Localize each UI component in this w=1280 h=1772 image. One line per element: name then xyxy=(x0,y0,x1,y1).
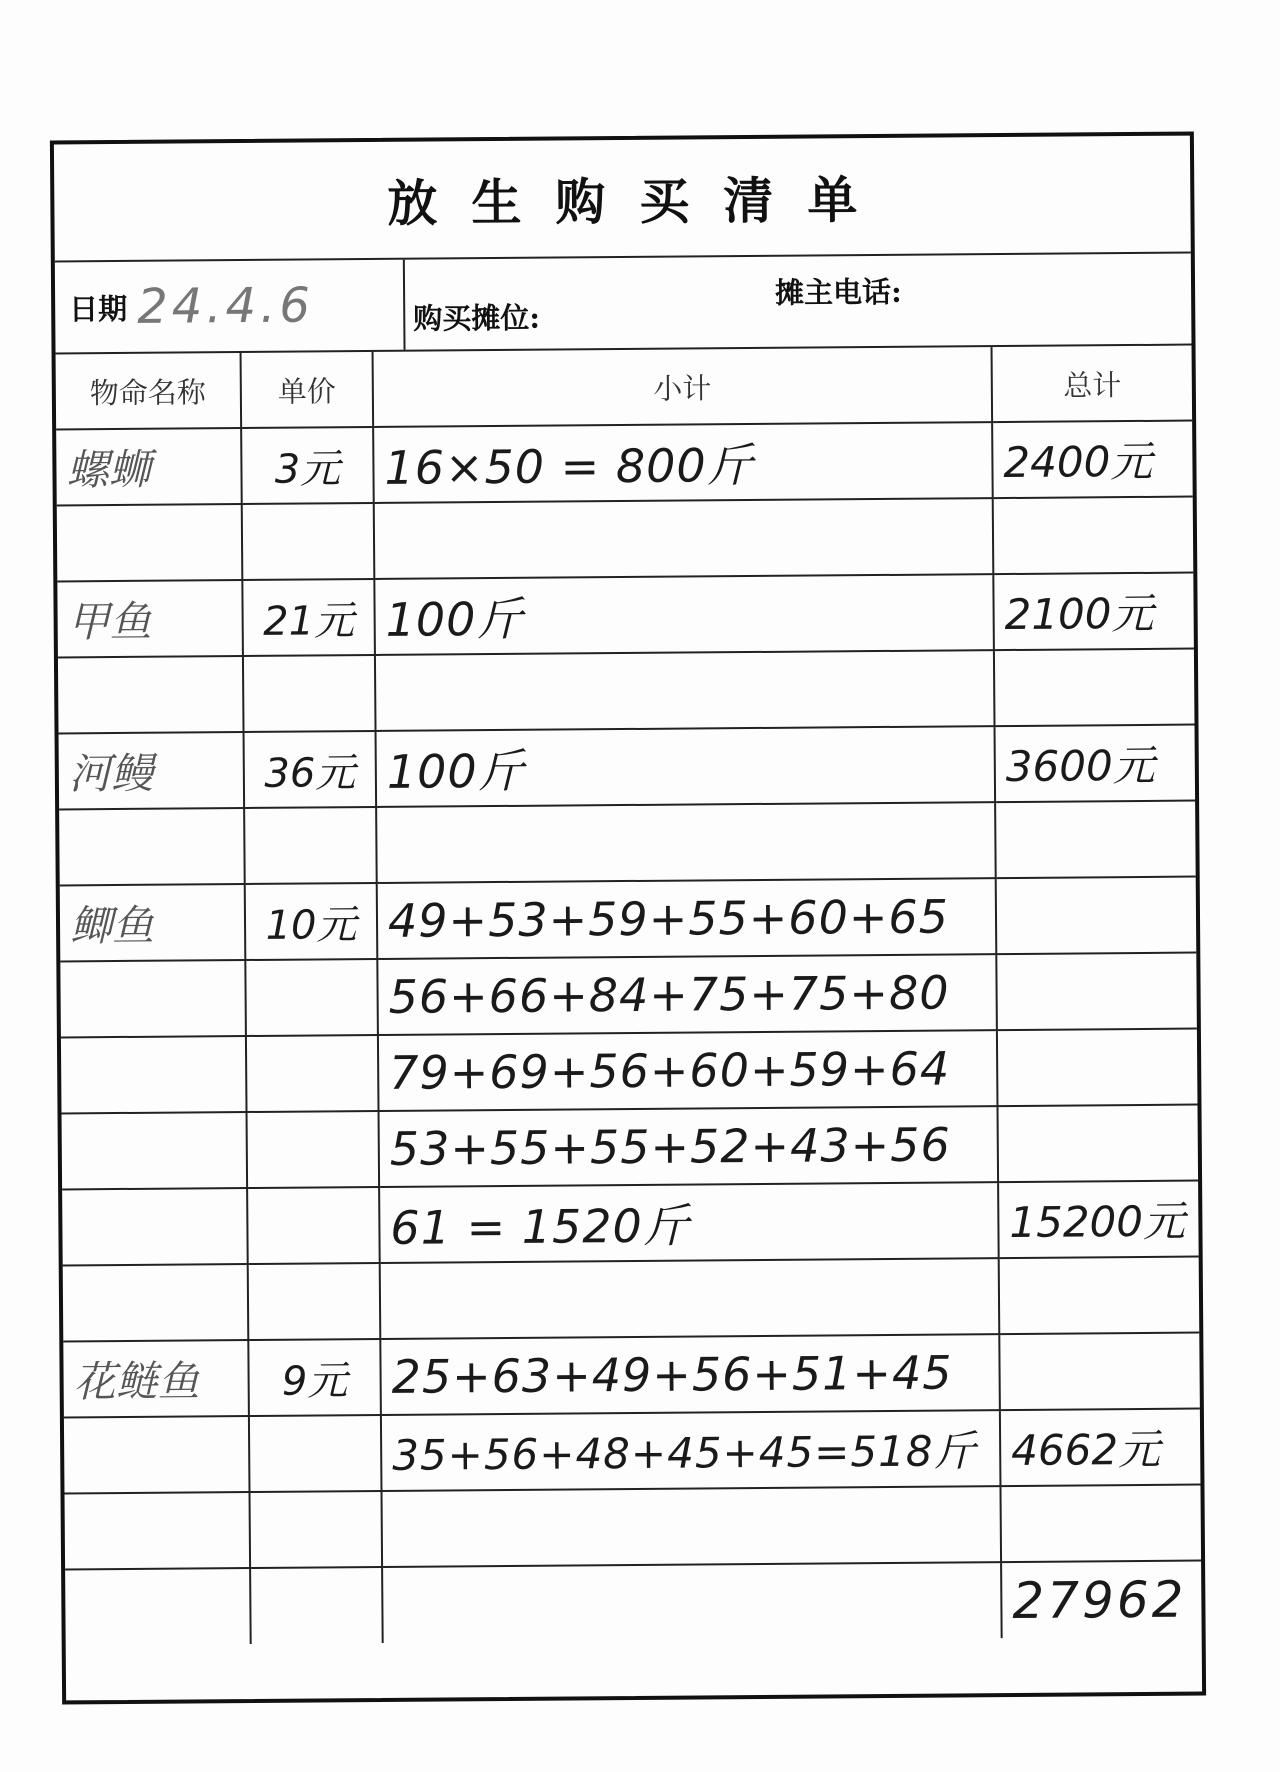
row-total: 4662元 xyxy=(1000,1409,1201,1487)
row-price: 21元 xyxy=(242,579,375,656)
row-name: 鲫鱼 xyxy=(60,884,246,961)
row-subtotal: 100斤 xyxy=(374,574,994,655)
row-subtotal: 16×50 = 800斤 xyxy=(373,422,993,503)
row-total xyxy=(993,497,1194,575)
row-name: 甲鱼 xyxy=(57,580,243,657)
purchase-list-form xyxy=(50,132,1206,1705)
row-name xyxy=(62,1112,248,1189)
table-row xyxy=(63,1257,1200,1342)
row-price xyxy=(248,1263,381,1340)
table-row xyxy=(65,1485,1202,1570)
row-price xyxy=(249,1415,382,1492)
header-total: 总计 xyxy=(992,346,1193,423)
table-row xyxy=(57,497,1194,582)
table-row xyxy=(59,725,1196,810)
row-name xyxy=(65,1568,251,1645)
row-subtotal: 100斤 xyxy=(376,726,996,807)
grand-total-row xyxy=(65,1561,1202,1646)
info-row xyxy=(55,254,1192,355)
row-subtotal: 25+63+49+56+51+45 xyxy=(380,1334,1000,1415)
form-title: 放生购买清单 xyxy=(387,169,892,233)
row-name xyxy=(64,1416,250,1493)
date-cell xyxy=(55,260,406,353)
row-name xyxy=(59,808,245,885)
table-header xyxy=(56,346,1193,430)
row-total: 2400元 xyxy=(992,421,1193,499)
row-subtotal xyxy=(376,802,996,883)
table-row xyxy=(58,649,1195,734)
row-total xyxy=(995,801,1196,879)
row-total: 15200元 xyxy=(998,1181,1199,1259)
stall-label: 购买摊位: xyxy=(413,300,541,336)
row-subtotal: 53+55+55+52+43+56 xyxy=(379,1106,999,1187)
row-name xyxy=(57,504,243,581)
purchase-table xyxy=(56,346,1202,1646)
table-row xyxy=(59,801,1196,886)
row-name xyxy=(62,1188,248,1265)
row-total xyxy=(997,1105,1198,1183)
row-price: 3元 xyxy=(241,427,374,504)
title-row xyxy=(54,136,1191,263)
row-price: 9元 xyxy=(248,1339,381,1416)
row-name: 花鲢鱼 xyxy=(63,1340,249,1417)
row-total: 2100元 xyxy=(993,573,1194,651)
table-row xyxy=(62,1105,1199,1190)
row-price xyxy=(250,1567,383,1644)
table-row xyxy=(61,1029,1198,1114)
table-row xyxy=(64,1409,1201,1494)
table-row xyxy=(60,877,1197,962)
row-total xyxy=(999,1257,1200,1335)
header-subtotal: 小计 xyxy=(373,347,993,427)
row-name xyxy=(63,1264,249,1341)
row-subtotal xyxy=(375,650,995,731)
row-subtotal: 61 = 1520斤 xyxy=(379,1182,999,1263)
date-label: 日期 xyxy=(69,291,128,326)
row-price xyxy=(249,1491,382,1568)
stall-info-cell xyxy=(405,254,1192,350)
row-total xyxy=(1000,1485,1201,1563)
header-name: 物命名称 xyxy=(56,353,242,429)
date-value: 24.4.6 xyxy=(136,277,315,335)
row-total xyxy=(997,1029,1198,1107)
row-price xyxy=(246,1035,379,1112)
row-subtotal: 49+53+59+55+60+65 xyxy=(377,878,997,959)
row-subtotal xyxy=(374,498,994,579)
grand-total: 27962 xyxy=(1001,1561,1202,1639)
table-row xyxy=(62,1181,1199,1266)
row-total: 3600元 xyxy=(995,725,1196,803)
row-total xyxy=(999,1333,1200,1411)
row-name: 螺蛳 xyxy=(56,428,242,505)
row-name xyxy=(65,1492,251,1569)
header-price: 单价 xyxy=(241,352,374,428)
row-name xyxy=(61,1036,247,1113)
phone-label: 摊主电话: xyxy=(774,274,902,310)
table-row xyxy=(63,1333,1200,1418)
row-price xyxy=(247,1111,380,1188)
table-row xyxy=(56,421,1193,506)
row-subtotal xyxy=(381,1486,1001,1567)
row-price xyxy=(245,959,378,1036)
row-price xyxy=(247,1187,380,1264)
row-price: 36元 xyxy=(244,731,377,808)
row-total xyxy=(996,877,1197,955)
row-total xyxy=(996,953,1197,1031)
table-row xyxy=(60,953,1197,1038)
row-price xyxy=(242,503,375,580)
row-total xyxy=(994,649,1195,727)
row-name xyxy=(60,960,246,1037)
row-subtotal: 56+66+84+75+75+80 xyxy=(377,954,997,1035)
table-row xyxy=(57,573,1194,658)
row-price xyxy=(244,807,377,884)
row-subtotal: 79+69+56+60+59+64 xyxy=(378,1030,998,1111)
row-name xyxy=(58,656,244,733)
row-price: 10元 xyxy=(245,883,378,960)
row-subtotal xyxy=(382,1562,1002,1643)
row-subtotal: 35+56+48+45+45=518斤 xyxy=(381,1410,1001,1491)
row-subtotal xyxy=(380,1258,1000,1339)
row-name: 河鳗 xyxy=(59,732,245,809)
row-price xyxy=(243,655,376,732)
